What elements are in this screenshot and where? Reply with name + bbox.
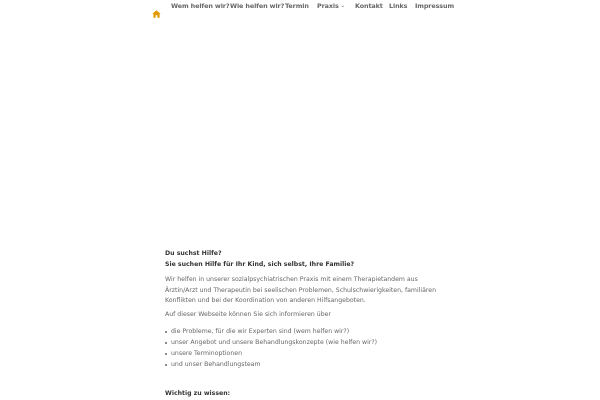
nav-item-kontakt[interactable]: Kontakt [355, 2, 383, 10]
subheading-important: Wichtig zu wissen: [165, 390, 231, 397]
list-item: die Probleme, für die wir Experten sind (wem helfen wir?) [165, 327, 440, 338]
heading-line-2: Sie suchen Hilfe für Ihr Kind, sich selbst, Ihre Familie? [165, 260, 355, 268]
list-item: und unser Behandlungsteam [165, 360, 440, 371]
info-paragraph: Auf dieser Webseite können Sie sich informieren über [165, 311, 331, 318]
nav-item-praxis-label: Praxis [317, 2, 339, 10]
chevron-down-icon: ⌄ [340, 3, 345, 9]
nav-item-wem-helfen-wir[interactable]: Wem helfen wir? [171, 2, 230, 10]
nav-item-wie-helfen-wir[interactable]: Wie helfen wir? [230, 2, 285, 10]
intro-heading [165, 249, 440, 270]
nav-item-impressum[interactable]: Impressum [415, 2, 455, 10]
nav-item-praxis[interactable] [317, 2, 345, 10]
nav-item-termin[interactable]: Termin [285, 2, 309, 10]
list-item: unsere Terminoptionen [165, 349, 440, 360]
heading-line-1: Du suchst Hilfe? [165, 250, 222, 257]
info-list [165, 327, 440, 371]
home-icon[interactable] [152, 3, 161, 11]
nav-item-links[interactable]: Links [389, 2, 408, 10]
main-navigation [0, 0, 600, 14]
intro-paragraph: Wir helfen in unserer sozialpsychiatrischen Praxis mit einem Therapietandem aus Ärztin/Arzt und Therapeutin bei seelischen Problemen, Schulschwierigkeiten, familiären Konflikten und bei der Koordination von anderen Hilfsangeboten. [165, 276, 437, 304]
list-item: unser Angebot und unsere Behandlungskonzepte (wie helfen wir?) [165, 338, 440, 349]
